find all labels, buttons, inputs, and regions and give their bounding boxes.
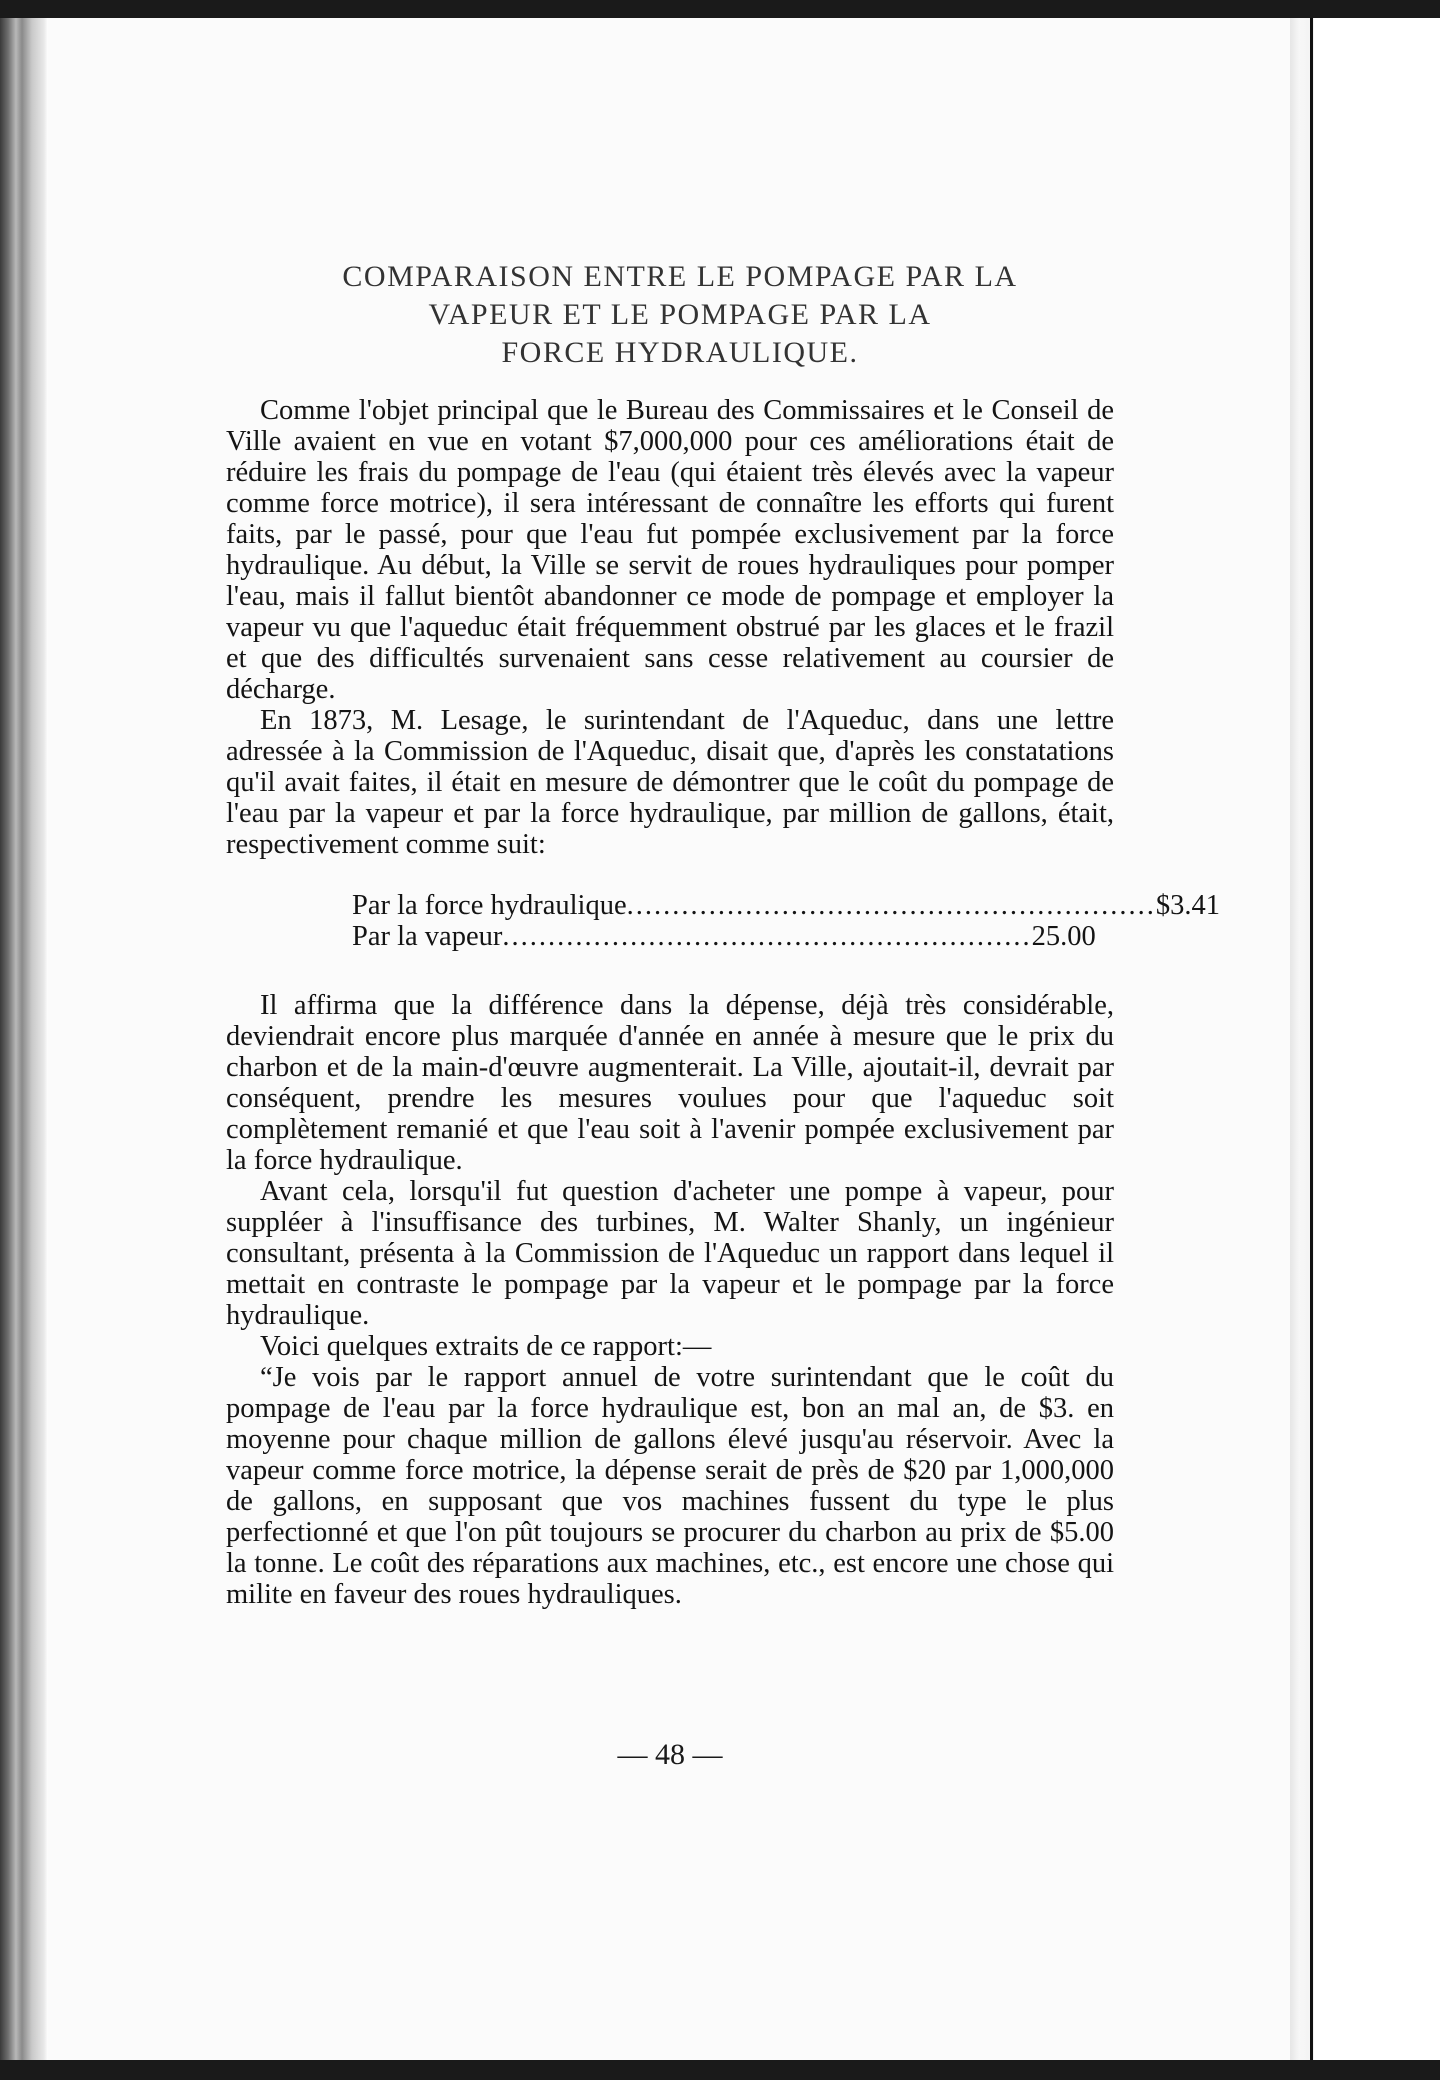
cost-label: Par la force hydraulique <box>352 890 627 921</box>
paragraph-4: Avant cela, lorsqu'il fut question d'acheter une pompe à vapeur, pour suppléer à l'insuffisance des turbines, M. Walter Shanly, un ingénieur consultant, présenta à la Commission de l'Aqueduc un rapport dans lequel il mettait en contraste le pompage par la vapeur et le pompage par la force hydraulique. <box>226 1176 1114 1331</box>
bottom-scan-border <box>0 2060 1440 2080</box>
paragraph-1: Comme l'objet principal que le Bureau des Commissaires et le Conseil de Ville avaient en vue en votant $7,000,000 pour ces améliorations était de réduire les frais du pompage de l'eau (qui étaient très élevés avec la vapeur comme force motrice), il sera intéressant de connaître les efforts qui furent faits, par le passé, pour que l'eau fut pompée exclusivement par la force hydraulique. Au début, la Ville se servit de roues hydrauliques pour pomper l'eau, mais il fallut bientôt abandonner ce mode de pompage et employer la vapeur vu que l'aqueduc était fréquemment obstrué par les glaces et le frazil et que des difficultés survenaient sans cesse relativement au coursier de décharge. <box>226 395 1114 705</box>
page-number: — 48 — <box>617 1738 723 1771</box>
paragraph-6: “Je vois par le rapport annuel de votre surintendant que le coût du pompage de l'eau par la force hydraulique est, bon an mal an, de $3. en moyenne pour chaque million de gallons élevé jusqu'au réservoir. Avec la vapeur comme force motrice, la dépense serait de près de $20 par 1,000,000 de gallons, en supposant que vos machines fussent du type le plus perfectionné et que l'on pût toujours se procurer du charbon au prix de $5.00 la tonne. Le coût des réparations aux machines, etc., est encore une chose qui milite en faveur des roues hydrauliques. <box>226 1362 1114 1610</box>
cost-label: Par la vapeur <box>352 921 503 952</box>
heading-line-2: VAPEUR ET LE POMPAGE PAR LA <box>428 298 932 331</box>
cost-row-hydraulic <box>352 890 1220 921</box>
book-spine-edge <box>0 18 48 2060</box>
dot-leader: .......................................................... <box>626 890 1156 921</box>
heading-line-3: FORCE HYDRAULIQUE. <box>501 336 859 369</box>
paragraph-5: Voici quelques extraits de ce rapport:— <box>260 1331 712 1362</box>
facing-page-edge <box>1314 18 1440 2060</box>
cost-row-steam <box>352 921 1096 952</box>
cost-value: $3.41 <box>1155 890 1220 921</box>
cost-value: 25.00 <box>1031 921 1096 952</box>
top-scan-border <box>0 0 1440 18</box>
paragraph-3: Il affirma que la différence dans la dépense, déjà très considérable, deviendrait encore plus marquée d'année en année à mesure que le prix du charbon et de la main-d'œuvre augmenterait. La Ville, ajoutait-il, devrait par conséquent, prendre les mesures voulues pour que l'aqueduc soit complètement remanié et que l'eau soit à l'avenir pompée exclusivement par la force hydraulique. <box>226 990 1114 1176</box>
heading-line-1: COMPARAISON ENTRE LE POMPAGE PAR LA <box>342 260 1018 293</box>
dot-leader: .......................................................... <box>502 921 1032 952</box>
body-text <box>226 395 1220 1610</box>
gutter-line <box>1310 18 1313 2060</box>
section-heading <box>220 258 1140 372</box>
paragraph-2: En 1873, M. Lesage, le surintendant de l'Aqueduc, dans une lettre adressée à la Commission de l'Aqueduc, disait que, d'après les constatations qu'il avait faites, il était en mesure de démontrer que le coût du pompage de l'eau par la vapeur et par la force hydraulique, par million de gallons, était, respectivement comme suit: <box>226 705 1114 860</box>
cost-table <box>352 890 1220 952</box>
